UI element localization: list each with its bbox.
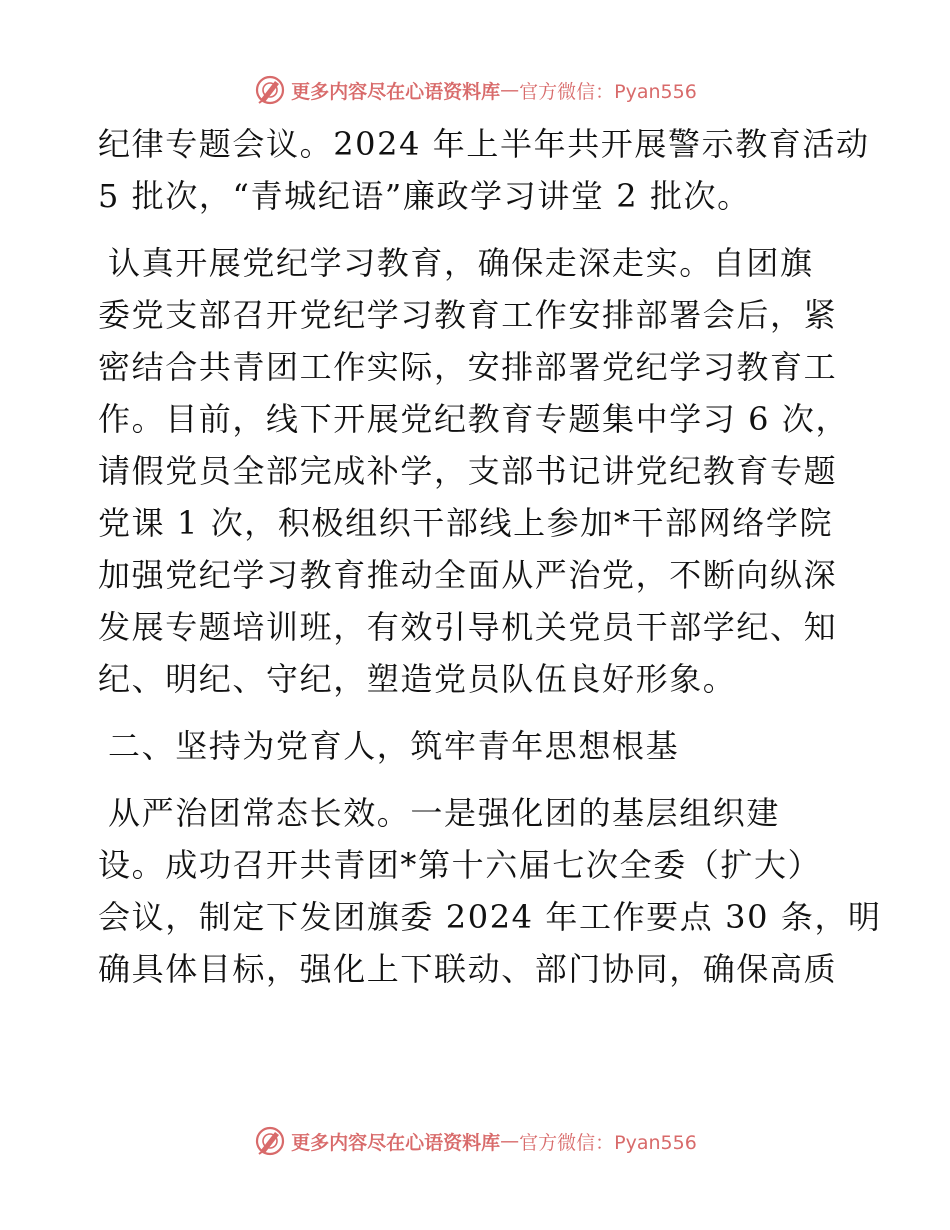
watermark-logo-icon xyxy=(253,1124,287,1158)
document-body xyxy=(98,118,882,995)
footer-watermark xyxy=(0,1121,950,1161)
paragraph-3 xyxy=(98,787,882,995)
watermark-dash: — xyxy=(500,79,520,101)
heading-line: 二、坚持为党育人，筑牢青年思想根基 xyxy=(108,727,680,765)
watermark-suffix: 官方微信：Pyan556 xyxy=(519,80,697,103)
watermark-logo-icon xyxy=(253,73,287,107)
text-line: 作。目前，线下开展党纪教育专题集中学习 6 次， xyxy=(98,400,850,438)
paragraph-2 xyxy=(98,237,858,705)
header-watermark xyxy=(0,70,950,110)
text-line: 纪律专题会议。2024 年上半年共开展警示教育活动 xyxy=(98,125,870,163)
watermark-text: 更多内容尽在心语资料库 xyxy=(291,80,501,103)
text-line: 加强党纪学习教育推动全面从严治党，不断向纵深 xyxy=(98,556,838,594)
section-heading xyxy=(98,720,858,772)
text-line: 纪、明纪、守纪，塑造党员队伍良好形象。 xyxy=(98,660,737,698)
text-line: 党课 1 次，积极组织干部线上参加*干部网络学院 xyxy=(98,504,834,542)
text-line: 认真开展党纪学习教育，确保走深走实。自团旗 xyxy=(108,244,814,282)
watermark-dash: — xyxy=(500,1130,520,1152)
watermark-text: 更多内容尽在心语资料库 xyxy=(291,1131,501,1154)
paragraph-1 xyxy=(98,118,870,222)
text-line: 5 批次，“青城纪语”廉政学习讲堂 2 批次。 xyxy=(98,177,751,215)
text-line: 设。成功召开共青团*第十六届七次全委（扩大） xyxy=(98,846,822,884)
text-line: 从严治团常态长效。一是强化团的基层组织建 xyxy=(108,794,781,832)
text-line: 委党支部召开党纪学习教育工作安排部署会后，紧 xyxy=(98,296,838,334)
text-line: 发展专题培训班，有效引导机关党员干部学纪、知 xyxy=(98,608,838,646)
text-line: 请假党员全部完成补学，支部书记讲党纪教育专题 xyxy=(98,452,838,490)
watermark-suffix: 官方微信：Pyan556 xyxy=(519,1131,697,1154)
text-line: 确具体目标，强化上下联动、部门协同，确保高质 xyxy=(98,950,838,988)
text-line: 密结合共青团工作实际，安排部署党纪学习教育工 xyxy=(98,348,838,386)
text-line: 会议，制定下发团旗委 2024 年工作要点 30 条，明 xyxy=(98,898,882,936)
